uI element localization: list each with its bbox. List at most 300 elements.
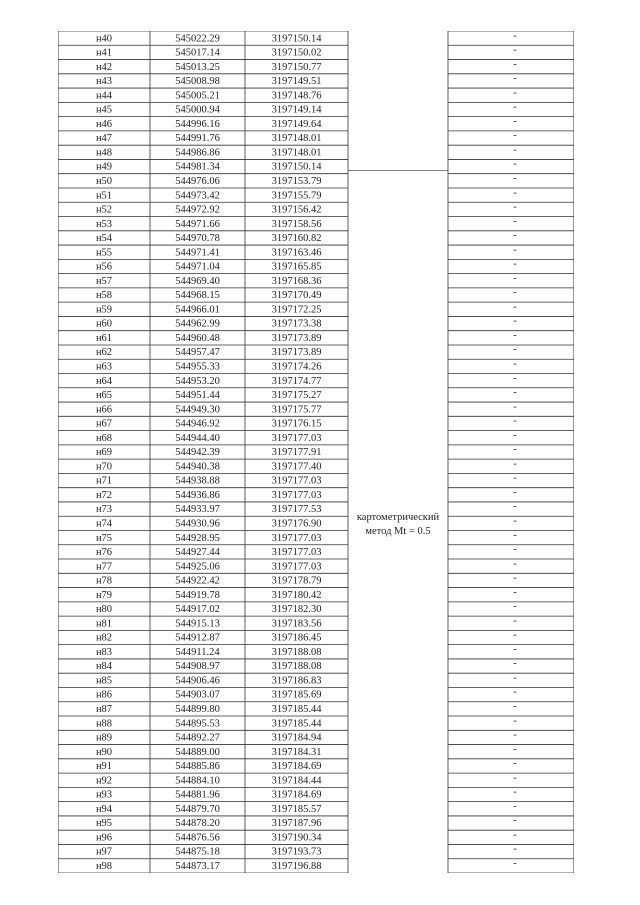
table-row: [96, 287, 517, 301]
x-coordinate-cell: 544925.06: [175, 561, 220, 573]
mark-cell: -: [513, 529, 517, 541]
table-row: [96, 202, 517, 216]
x-coordinate-cell: 544876.56: [175, 832, 220, 844]
mark-cell: -: [513, 401, 517, 413]
table-row: [96, 416, 517, 430]
mark-cell: -: [513, 158, 517, 170]
point-cell: н51: [95, 190, 113, 202]
x-coordinate-cell: 544957.47: [175, 347, 220, 359]
table-row: [96, 301, 517, 315]
point-cell: н64: [95, 375, 113, 387]
x-coordinate-cell: 544951.44: [175, 390, 220, 402]
table-row: [96, 644, 517, 658]
mark-cell: -: [513, 315, 517, 327]
mark-cell: -: [513, 629, 517, 641]
y-coordinate-cell: 3197168.36: [271, 275, 322, 287]
x-coordinate-cell: 544915.13: [175, 618, 220, 630]
table-row: [96, 744, 517, 758]
point-cell: н65: [95, 390, 113, 402]
y-coordinate-cell: 3197163.46: [271, 247, 322, 259]
y-coordinate-cell: 3197188.08: [271, 646, 322, 658]
y-coordinate-cell: 3197184.69: [271, 761, 322, 773]
mark-cell: -: [513, 87, 517, 99]
x-coordinate-cell: 544971.41: [175, 247, 220, 259]
table-row: [96, 116, 517, 130]
mark-cell: -: [513, 658, 517, 670]
point-cell: н85: [95, 675, 113, 687]
mark-cell: -: [513, 172, 517, 184]
point-cell: н68: [95, 432, 113, 444]
x-coordinate-cell: 544938.88: [175, 475, 220, 487]
x-coordinate-cell: 544981.34: [175, 161, 220, 173]
y-coordinate-cell: 3197177.03: [271, 475, 322, 487]
mark-cell: -: [513, 287, 517, 299]
x-coordinate-cell: 544875.18: [175, 846, 220, 858]
y-coordinate-cell: 3197150.14: [271, 33, 322, 45]
table-row: [96, 701, 517, 715]
y-coordinate-cell: 3197150.02: [271, 47, 322, 59]
y-coordinate-cell: 3197185.44: [271, 704, 322, 716]
mark-cell: -: [513, 458, 517, 470]
x-coordinate-cell: 544970.78: [175, 233, 220, 245]
table-rows: [96, 31, 517, 872]
table-row: [96, 187, 517, 201]
mark-cell: -: [513, 715, 517, 727]
y-coordinate-cell: 3197176.90: [271, 518, 322, 530]
point-cell: н58: [95, 290, 113, 302]
x-coordinate-cell: 544917.02: [175, 604, 220, 616]
x-coordinate-cell: 544933.97: [175, 504, 220, 516]
x-coordinate-cell: 544912.87: [175, 632, 220, 644]
table-row: [96, 45, 517, 59]
x-coordinate-cell: 544899.80: [175, 704, 220, 716]
point-cell: н70: [95, 461, 113, 473]
y-coordinate-cell: 3197193.73: [271, 846, 322, 858]
point-cell: н88: [95, 718, 113, 730]
mark-cell: -: [513, 815, 517, 827]
table-row: [96, 772, 517, 786]
mark-cell: -: [513, 643, 517, 655]
x-coordinate-cell: 544919.78: [175, 589, 220, 601]
y-coordinate-cell: 3197188.08: [271, 661, 322, 673]
x-coordinate-cell: 545022.29: [175, 33, 220, 45]
mark-cell: -: [513, 244, 517, 256]
y-coordinate-cell: 3197183.56: [271, 618, 322, 630]
mark-cell: -: [513, 344, 517, 356]
table-row: [96, 787, 517, 801]
point-cell: н87: [95, 704, 113, 716]
mark-cell: -: [513, 358, 517, 370]
mark-cell: -: [513, 372, 517, 384]
x-coordinate-cell: 544953.20: [175, 375, 220, 387]
table-row: [96, 130, 517, 144]
table-row: [96, 858, 517, 872]
y-coordinate-cell: 3197150.77: [271, 61, 322, 73]
y-coordinate-cell: 3197174.77: [271, 375, 322, 387]
y-coordinate-cell: 3197186.83: [271, 675, 322, 687]
table-row: [96, 244, 517, 258]
x-coordinate-cell: 544927.44: [175, 547, 220, 559]
mark-cell: -: [513, 387, 517, 399]
x-coordinate-cell: 545017.14: [175, 47, 220, 59]
point-cell: н92: [95, 775, 113, 787]
y-coordinate-cell: 3197155.79: [271, 190, 322, 202]
method-label-line2: метод Mt = 0.5: [365, 526, 431, 537]
mark-cell: -: [513, 187, 517, 199]
table-row: [96, 173, 517, 187]
point-cell: н91: [95, 761, 113, 773]
y-coordinate-cell: 3197149.51: [271, 76, 322, 88]
y-coordinate-cell: 3197149.64: [271, 118, 322, 130]
y-coordinate-cell: 3197177.03: [271, 547, 322, 559]
y-coordinate-cell: 3197184.94: [271, 732, 322, 744]
point-cell: н75: [95, 532, 113, 544]
x-coordinate-cell: 544906.46: [175, 675, 220, 687]
table-row: [96, 587, 517, 601]
point-cell: н61: [95, 332, 113, 344]
point-cell: н63: [95, 361, 113, 373]
mark-cell: -: [513, 144, 517, 156]
mark-cell: -: [513, 686, 517, 698]
table-row: [96, 273, 517, 287]
y-coordinate-cell: 3197149.14: [271, 104, 322, 116]
y-coordinate-cell: 3197185.44: [271, 718, 322, 730]
table-row: [96, 31, 517, 44]
x-coordinate-cell: 544922.42: [175, 575, 220, 587]
point-cell: н45: [95, 104, 113, 116]
mark-cell: -: [513, 515, 517, 527]
point-cell: н84: [95, 661, 113, 673]
point-cell: н72: [95, 489, 113, 501]
mark-cell: -: [513, 44, 517, 56]
mark-cell: -: [513, 201, 517, 213]
y-coordinate-cell: 3197184.31: [271, 746, 322, 758]
mark-cell: -: [513, 572, 517, 584]
point-cell: н50: [95, 175, 113, 187]
x-coordinate-cell: 545013.25: [175, 61, 220, 73]
table-row: [96, 687, 517, 701]
mark-cell: -: [513, 215, 517, 227]
point-cell: н86: [95, 689, 113, 701]
x-coordinate-cell: 544976.06: [175, 175, 220, 187]
y-coordinate-cell: 3197153.79: [271, 175, 322, 187]
x-coordinate-cell: 544892.27: [175, 732, 220, 744]
point-cell: н97: [95, 846, 113, 858]
mark-cell: -: [513, 58, 517, 70]
table-row: [96, 558, 517, 572]
table-row: [96, 102, 517, 116]
table-row: [96, 316, 517, 330]
mark-cell: -: [513, 544, 517, 556]
mark-cell: -: [513, 758, 517, 770]
point-cell: н90: [95, 746, 113, 758]
point-cell: н60: [95, 318, 113, 330]
table-row: [96, 658, 517, 672]
point-cell: н40: [95, 33, 113, 45]
table-row: [96, 730, 517, 744]
mark-cell: -: [513, 558, 517, 570]
point-cell: н89: [95, 732, 113, 744]
point-cell: н66: [95, 404, 113, 416]
y-coordinate-cell: 3197180.42: [271, 589, 322, 601]
x-coordinate-cell: 545005.21: [175, 90, 220, 102]
y-coordinate-cell: 3197185.69: [271, 689, 322, 701]
table-row: [96, 715, 517, 729]
x-coordinate-cell: 544946.92: [175, 418, 220, 430]
table-row: [96, 573, 517, 587]
point-cell: н42: [95, 61, 113, 73]
table-row: [96, 758, 517, 772]
table-row: [96, 259, 517, 273]
table-row: [96, 473, 517, 487]
y-coordinate-cell: 3197175.27: [271, 390, 322, 402]
point-cell: н96: [95, 832, 113, 844]
table-row: [96, 815, 517, 829]
x-coordinate-cell: 544996.16: [175, 118, 220, 130]
table-row: [96, 501, 517, 515]
mark-cell: -: [513, 272, 517, 284]
x-coordinate-cell: 544930.96: [175, 518, 220, 530]
x-coordinate-cell: 544968.15: [175, 290, 220, 302]
point-cell: н93: [95, 789, 113, 801]
y-coordinate-cell: 3197177.40: [271, 461, 322, 473]
mark-cell: -: [513, 486, 517, 498]
x-coordinate-cell: 544908.97: [175, 661, 220, 673]
point-cell: н44: [95, 90, 113, 102]
point-cell: н59: [95, 304, 113, 316]
mark-cell: -: [513, 858, 517, 869]
point-cell: н82: [95, 632, 113, 644]
point-cell: н81: [95, 618, 113, 630]
x-coordinate-cell: 544889.00: [175, 746, 220, 758]
table-row: [96, 344, 517, 358]
table-row: [96, 801, 517, 815]
y-coordinate-cell: 3197170.49: [271, 290, 322, 302]
y-coordinate-cell: 3197158.56: [271, 218, 322, 230]
mark-cell: -: [513, 429, 517, 441]
y-coordinate-cell: 3197173.89: [271, 347, 322, 359]
table-row: [96, 672, 517, 686]
x-coordinate-cell: 544903.07: [175, 689, 220, 701]
point-cell: н47: [95, 133, 113, 145]
x-coordinate-cell: 544986.86: [175, 147, 220, 159]
y-coordinate-cell: 3197177.03: [271, 432, 322, 444]
mark-cell: -: [513, 586, 517, 598]
y-coordinate-cell: 3197173.89: [271, 332, 322, 344]
point-cell: н55: [95, 247, 113, 259]
x-coordinate-cell: 544960.48: [175, 332, 220, 344]
mark-cell: -: [513, 672, 517, 684]
y-coordinate-cell: 3197184.69: [271, 789, 322, 801]
point-cell: н98: [95, 861, 113, 872]
x-coordinate-cell: 544944.40: [175, 432, 220, 444]
table-row: [96, 59, 517, 73]
mark-cell: -: [513, 415, 517, 427]
x-coordinate-cell: 544873.17: [175, 861, 220, 872]
y-coordinate-cell: 3197177.03: [271, 561, 322, 573]
mark-cell: -: [513, 115, 517, 127]
point-cell: н67: [95, 418, 113, 430]
mark-cell: -: [513, 472, 517, 484]
mark-cell: -: [513, 230, 517, 242]
point-cell: н53: [95, 218, 113, 230]
point-cell: н78: [95, 575, 113, 587]
table-grid: [58, 31, 574, 873]
y-coordinate-cell: 3197177.53: [271, 504, 322, 516]
table-row: [96, 844, 517, 858]
y-coordinate-cell: 3197186.45: [271, 632, 322, 644]
y-coordinate-cell: 3197175.77: [271, 404, 322, 416]
point-cell: н94: [95, 803, 113, 815]
point-cell: н56: [95, 261, 113, 273]
x-coordinate-cell: 544942.39: [175, 447, 220, 459]
point-cell: н77: [95, 561, 113, 573]
y-coordinate-cell: 3197185.57: [271, 803, 322, 815]
x-coordinate-cell: 544911.24: [175, 646, 220, 658]
x-coordinate-cell: 545000.94: [175, 104, 220, 116]
x-coordinate-cell: 544936.86: [175, 489, 220, 501]
table-row: [96, 73, 517, 87]
point-cell: н57: [95, 275, 113, 287]
x-coordinate-cell: 544885.86: [175, 761, 220, 773]
table-row: [96, 458, 517, 472]
table-row: [96, 601, 517, 615]
x-coordinate-cell: 544969.40: [175, 275, 220, 287]
y-coordinate-cell: 3197187.96: [271, 818, 322, 830]
y-coordinate-cell: 3197174.26: [271, 361, 322, 373]
x-coordinate-cell: 544962.99: [175, 318, 220, 330]
point-cell: н41: [95, 47, 113, 59]
x-coordinate-cell: 544884.10: [175, 775, 220, 787]
mark-cell: -: [513, 601, 517, 613]
table-row: [96, 430, 517, 444]
point-cell: н71: [95, 475, 113, 487]
mark-cell: -: [513, 501, 517, 513]
table-row: [96, 387, 517, 401]
mark-cell: -: [513, 130, 517, 142]
x-coordinate-cell: 544955.33: [175, 361, 220, 373]
table-row: [96, 144, 517, 158]
x-coordinate-cell: 544881.96: [175, 789, 220, 801]
x-coordinate-cell: 544971.66: [175, 218, 220, 230]
x-coordinate-cell: 544940.38: [175, 461, 220, 473]
x-coordinate-cell: 544972.92: [175, 204, 220, 216]
point-cell: н43: [95, 76, 113, 88]
point-cell: н62: [95, 347, 113, 359]
mark-cell: -: [513, 743, 517, 755]
y-coordinate-cell: 3197177.91: [271, 447, 322, 459]
y-coordinate-cell: 3197148.76: [271, 90, 322, 102]
table-row: [96, 444, 517, 458]
point-cell: н49: [95, 161, 113, 173]
table-row: [96, 515, 517, 529]
point-cell: н74: [95, 518, 113, 530]
point-cell: н52: [95, 204, 113, 216]
table-row: [96, 87, 517, 101]
table-row: [96, 615, 517, 629]
x-coordinate-cell: 544879.70: [175, 803, 220, 815]
y-coordinate-cell: 3197173.38: [271, 318, 322, 330]
x-coordinate-cell: 544878.20: [175, 818, 220, 830]
y-coordinate-cell: 3197177.03: [271, 532, 322, 544]
mark-cell: -: [513, 329, 517, 341]
mark-cell: -: [513, 31, 517, 42]
table-row: [96, 230, 517, 244]
y-coordinate-cell: 3197177.03: [271, 489, 322, 501]
y-coordinate-cell: 3197182.30: [271, 604, 322, 616]
mark-cell: -: [513, 701, 517, 713]
x-coordinate-cell: 544966.01: [175, 304, 220, 316]
mark-cell: -: [513, 786, 517, 798]
y-coordinate-cell: 3197184.44: [271, 775, 322, 787]
y-coordinate-cell: 3197148.01: [271, 147, 322, 159]
mark-cell: -: [513, 800, 517, 812]
table-row: [96, 530, 517, 544]
mark-cell: -: [513, 444, 517, 456]
mark-cell: -: [513, 101, 517, 113]
y-coordinate-cell: 3197178.79: [271, 575, 322, 587]
x-coordinate-cell: 544973.42: [175, 190, 220, 202]
point-cell: н48: [95, 147, 113, 159]
y-coordinate-cell: 3197148.01: [271, 133, 322, 145]
table-row: [96, 216, 517, 230]
point-cell: н76: [95, 547, 113, 559]
y-coordinate-cell: 3197150.14: [271, 161, 322, 173]
point-cell: н73: [95, 504, 113, 516]
y-coordinate-cell: 3197165.85: [271, 261, 322, 273]
mark-cell: -: [513, 843, 517, 855]
table-row: [96, 401, 517, 415]
coordinates-table: [58, 31, 574, 873]
mark-cell: -: [513, 829, 517, 841]
table-row: [96, 373, 517, 387]
y-coordinate-cell: 3197172.25: [271, 304, 322, 316]
point-cell: н83: [95, 646, 113, 658]
x-coordinate-cell: 544895.53: [175, 718, 220, 730]
y-coordinate-cell: 3197160.82: [271, 233, 322, 245]
x-coordinate-cell: 544971.04: [175, 261, 220, 273]
mark-cell: -: [513, 615, 517, 627]
mark-cell: -: [513, 729, 517, 741]
x-coordinate-cell: 544991.76: [175, 133, 220, 145]
point-cell: н54: [95, 233, 113, 245]
table-row: [96, 159, 517, 173]
table-row: [96, 359, 517, 373]
y-coordinate-cell: 3197176.15: [271, 418, 322, 430]
point-cell: н46: [95, 118, 113, 130]
method-label-line1: картометрический: [356, 512, 440, 523]
point-cell: н69: [95, 447, 113, 459]
table-row: [96, 829, 517, 843]
x-coordinate-cell: 545008.98: [175, 76, 220, 88]
mark-cell: -: [513, 258, 517, 270]
x-coordinate-cell: 544949.30: [175, 404, 220, 416]
table-row: [96, 330, 517, 344]
table-row: [96, 487, 517, 501]
mark-cell: -: [513, 73, 517, 85]
mark-cell: -: [513, 301, 517, 313]
point-cell: н95: [95, 818, 113, 830]
mark-cell: -: [513, 772, 517, 784]
point-cell: н80: [95, 604, 113, 616]
y-coordinate-cell: 3197156.42: [271, 204, 322, 216]
table-row: [96, 630, 517, 644]
point-cell: н79: [95, 589, 113, 601]
y-coordinate-cell: 3197190.34: [271, 832, 322, 844]
x-coordinate-cell: 544928.95: [175, 532, 220, 544]
y-coordinate-cell: 3197196.88: [271, 861, 322, 872]
table-row: [96, 544, 517, 558]
